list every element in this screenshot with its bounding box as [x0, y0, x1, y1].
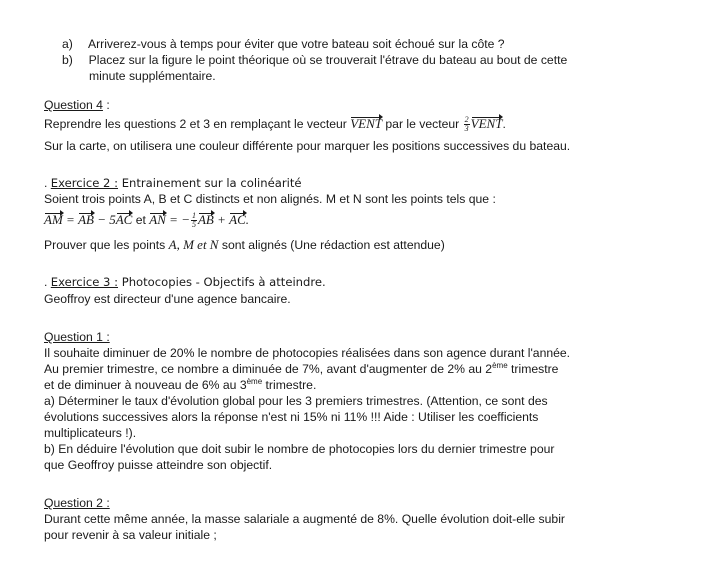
- exercice-3-heading: [44, 275, 326, 290]
- item-b-continued: minute supplémentaire.: [89, 69, 216, 83]
- question-1-line-3: [44, 378, 316, 393]
- question-4-line-1: Reprendre les questions 2 et 3 en remplaçant le vecteur VENT par le vecteur $\frac{2}{3}$ VENT.: [44, 115, 506, 134]
- frac-den: 3: [464, 124, 469, 134]
- plus-sign: +: [213, 212, 230, 227]
- q1-l3-sup: ème: [246, 376, 263, 386]
- exercice-2-line-1: Soient trois points A, B et C distincts et non alignés. M et N sont les points tels que :: [44, 192, 496, 206]
- question-2-line-2: pour revenir à sa valeur initiale ;: [44, 528, 217, 542]
- item-b-marker: b): [62, 53, 73, 67]
- question-4-colon: :: [102, 98, 110, 112]
- eq-1: =: [62, 212, 79, 227]
- question-1-line-8: que Geoffroy puisse atteindre son objectif.: [44, 458, 273, 472]
- exercice-2-title: Exercice 2 :: [50, 176, 119, 190]
- exercice-3-subtitle: Photocopies - Objectifs à atteindre.: [118, 275, 326, 289]
- exercice-3-line-1: Geoffroy est directeur d'une agence bancaire.: [44, 292, 291, 306]
- question-1-line-5: évolutions successives alors la réponse n'est ni 15% ni 11% !!! Aide : Utiliser les coefficients: [44, 410, 539, 424]
- q4-text-a: Reprendre les questions 2 et 3 en remplaçant le vecteur: [44, 117, 351, 131]
- question-4-title: Question 4: [44, 98, 103, 112]
- vector-ab: AB: [78, 212, 94, 227]
- frac-num: 2: [464, 115, 469, 125]
- question-1-line-1: Il souhaite diminuer de 20% le nombre de photocopies réalisées dans son agence durant l'année.: [44, 346, 571, 360]
- exercice-2-heading: [44, 176, 302, 191]
- item-b-text: Placez sur la figure le point théorique où se trouverait l'étrave du bateau au bout de cette: [88, 53, 568, 67]
- q1-l2-b: trimestre: [507, 362, 559, 376]
- vector-ac-2: AC: [229, 212, 246, 227]
- eq-dot: .: [245, 212, 250, 227]
- ex2-l3-a: Prouver que les points: [44, 238, 169, 252]
- frac-den-2: 5: [191, 220, 196, 230]
- frac-num-2: 1: [191, 211, 196, 221]
- q1-l2-a: Au premier trimestre, ce nombre a diminuée de 7%, avant d'augmenter de 2% au 2: [44, 362, 493, 376]
- question-1-line-2: [44, 362, 558, 377]
- vector-am: AM: [44, 212, 63, 227]
- q4-text-b: par le vecteur: [382, 117, 463, 131]
- et-word: et: [132, 213, 150, 227]
- q1-l3-a: et de diminuer à nouveau de 6% au 3: [44, 378, 247, 392]
- item-b: [62, 53, 567, 68]
- question-2-line-1: Durant cette même année, la masse salariale a augmenté de 8%. Quelle évolution doit-elle subir: [44, 512, 565, 526]
- ex2-prefix: .: [44, 176, 51, 190]
- ex3-prefix: .: [44, 275, 51, 289]
- question-1-title: Question 1 :: [44, 330, 110, 344]
- item-a-text: Arriverez-vous à temps pour éviter que votre bateau soit échoué sur la côte ?: [87, 37, 505, 51]
- exercice-2-line-3: [44, 237, 445, 253]
- fraction-two-thirds: [464, 116, 470, 133]
- question-4-heading: [44, 98, 110, 113]
- item-a: [62, 37, 505, 52]
- vector-ac: AC: [115, 212, 133, 227]
- ex2-l3-b: sont alignés (Une rédaction est attendue): [218, 238, 445, 252]
- question-2-title: Question 2 :: [44, 496, 110, 510]
- exercice-2-subtitle: Entrainement sur la colinéarité: [118, 176, 302, 190]
- item-a-marker: a): [62, 37, 73, 51]
- eq-2: = −: [165, 212, 190, 227]
- exercice-2-equations: [44, 212, 249, 229]
- fraction-one-fifth: [191, 212, 197, 229]
- vent-vector: VENT: [350, 116, 383, 131]
- q1-l3-b: trimestre.: [262, 378, 317, 392]
- q1-l2-sup: ème: [492, 360, 508, 370]
- question-1-line-7: b) En déduire l'évolution que doit subir le nombre de photocopies lors du dernier trimestre pour: [44, 442, 555, 456]
- vector-an: AN: [149, 212, 166, 227]
- question-4-line-2: Sur la carte, on utilisera une couleur différente pour marquer les positions successives du bateau.: [44, 139, 571, 153]
- exercice-3-title: Exercice 3 :: [50, 275, 119, 289]
- minus-5: − 5: [93, 212, 116, 227]
- question-1-line-4: a) Déterminer le taux d'évolution global pour les 3 premiers trimestres. (Attention, ce sont des: [44, 394, 548, 408]
- question-1-line-6: multiplicateurs !).: [44, 426, 137, 440]
- vector-ab-2: AB: [197, 212, 214, 227]
- ex2-l3-math: A, M et N: [168, 237, 219, 252]
- vent-vector-2: VENT: [470, 116, 503, 131]
